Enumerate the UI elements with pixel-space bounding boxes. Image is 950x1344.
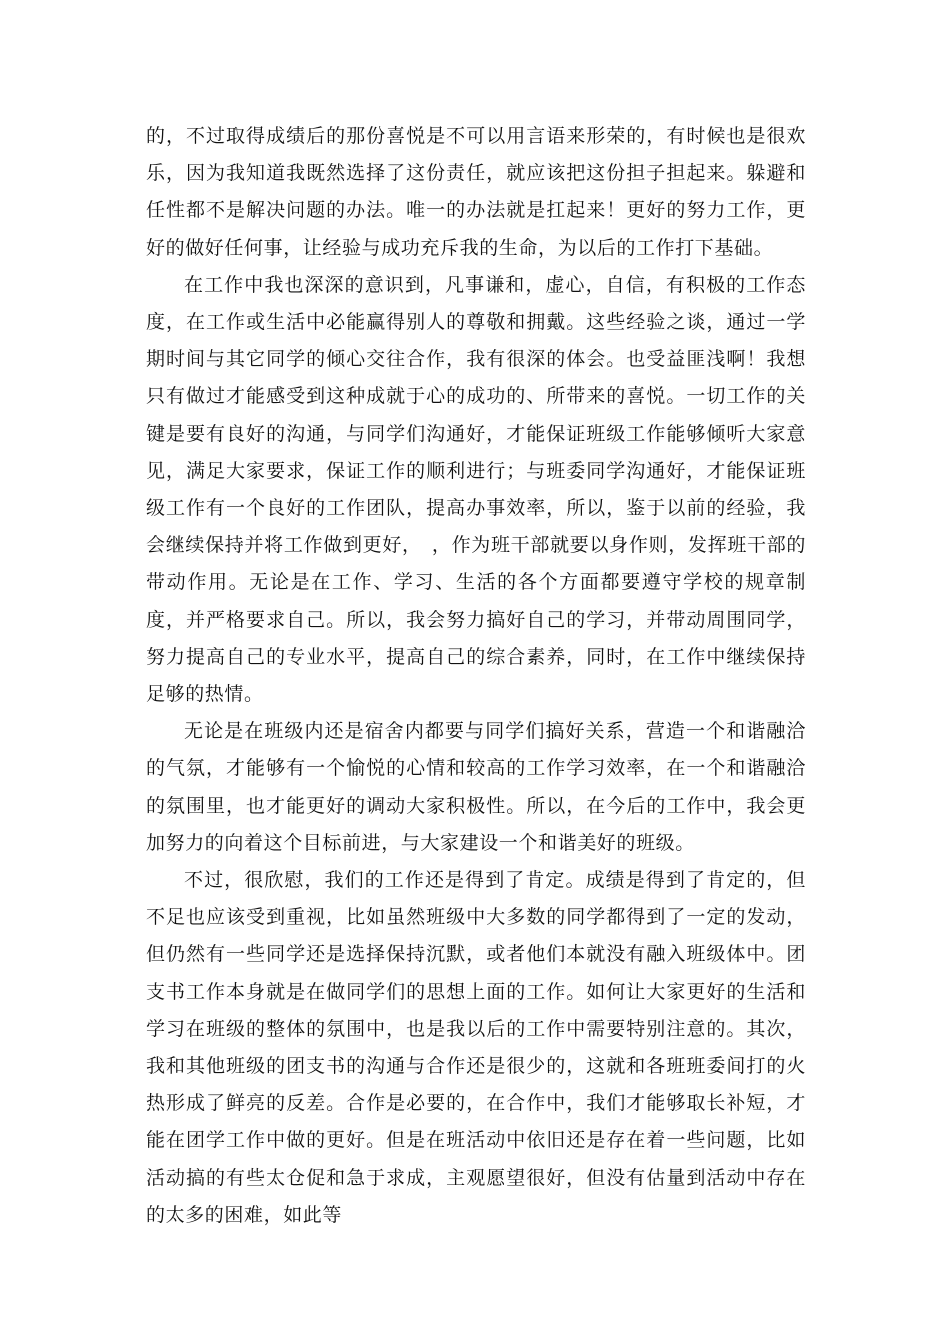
paragraph-3: 无论是在班级内还是宿舍内都要与同学们搞好关系，营造一个和谐融洽的气氛，才能够有一个愉悦的心情和较高的工作学习效率，在一个和谐融洽的氛围里，也才能更好的调动大家积极性。所以，在今后的工作中，我会更加努力的向着这个目标前进，与大家建设一个和谐美好的班级。 (146, 720, 806, 854)
paragraph-2: 在工作中我也深深的意识到，凡事谦和，虚心，自信，有积极的工作态度，在工作或生活中必能赢得别人的尊敬和拥戴。这些经验之谈，通过一学期时间与其它同学的倾心交往合作，我有很深的体会。也受益匪浅啊！我想只有做过才能感受到这种成就于心的成功的、所带来的喜悦。一切工作的关键是要有良好的沟通，与同学们沟通好，才能保证班级工作能够倾听大家意见，满足大家要求，保证工作的顺利进行；与班委同学沟通好，才能保证班级工作有一个良好的工作团队，提高办事效率，所以，鉴于以前的经验，我会继续保持并将工作做到更好， ，作为班干部就要以身作则，发挥班干部的带动作用。无论是在工作、学习、生活的各个方面都要遵守学校的规章制度，并严格要求自己。所以，我会努力搞好自己的学习，并带动周围同学，努力提高自己的专业水平，提高自己的综合素养，同时，在工作中继续保持足够的热情。 (146, 273, 806, 706)
paragraph-1: 的，不过取得成绩后的那份喜悦是不可以用言语来形荣的，有时候也是很欢乐，因为我知道我既然选择了这份责任，就应该把这份担子担起来。躲避和任性都不是解决问题的办法。唯一的办法就是扛起来！更好的努力工作，更好的做好任何事，让经验与成功充斥我的生命，为以后的工作打下基础。 (146, 125, 806, 259)
paragraph-4: 不过，很欣慰，我们的工作还是得到了肯定。成绩是得到了肯定的，但不足也应该受到重视，比如虽然班级中大多数的同学都得到了一定的发动，但仍然有一些同学还是选择保持沉默，或者他们本就没有融入班级体中。团支书工作本身就是在做同学们的思想上面的工作。如何让大家更好的生活和学习在班级的整体的氛围中，也是我以后的工作中需要特别注意的。其次，我和其他班级的团支书的沟通与合作还是很少的，这就和各班班委间打的火热形成了鲜亮的反差。合作是必要的，在合作中，我们才能够取长补短，才能在团学工作中做的更好。但是在班活动中依旧还是存在着一些问题，比如活动搞的有些太仓促和急于求成，主观愿望很好，但没有估量到活动中存在的太多的困难，如此等 (146, 869, 806, 1226)
document-body (146, 118, 806, 1234)
